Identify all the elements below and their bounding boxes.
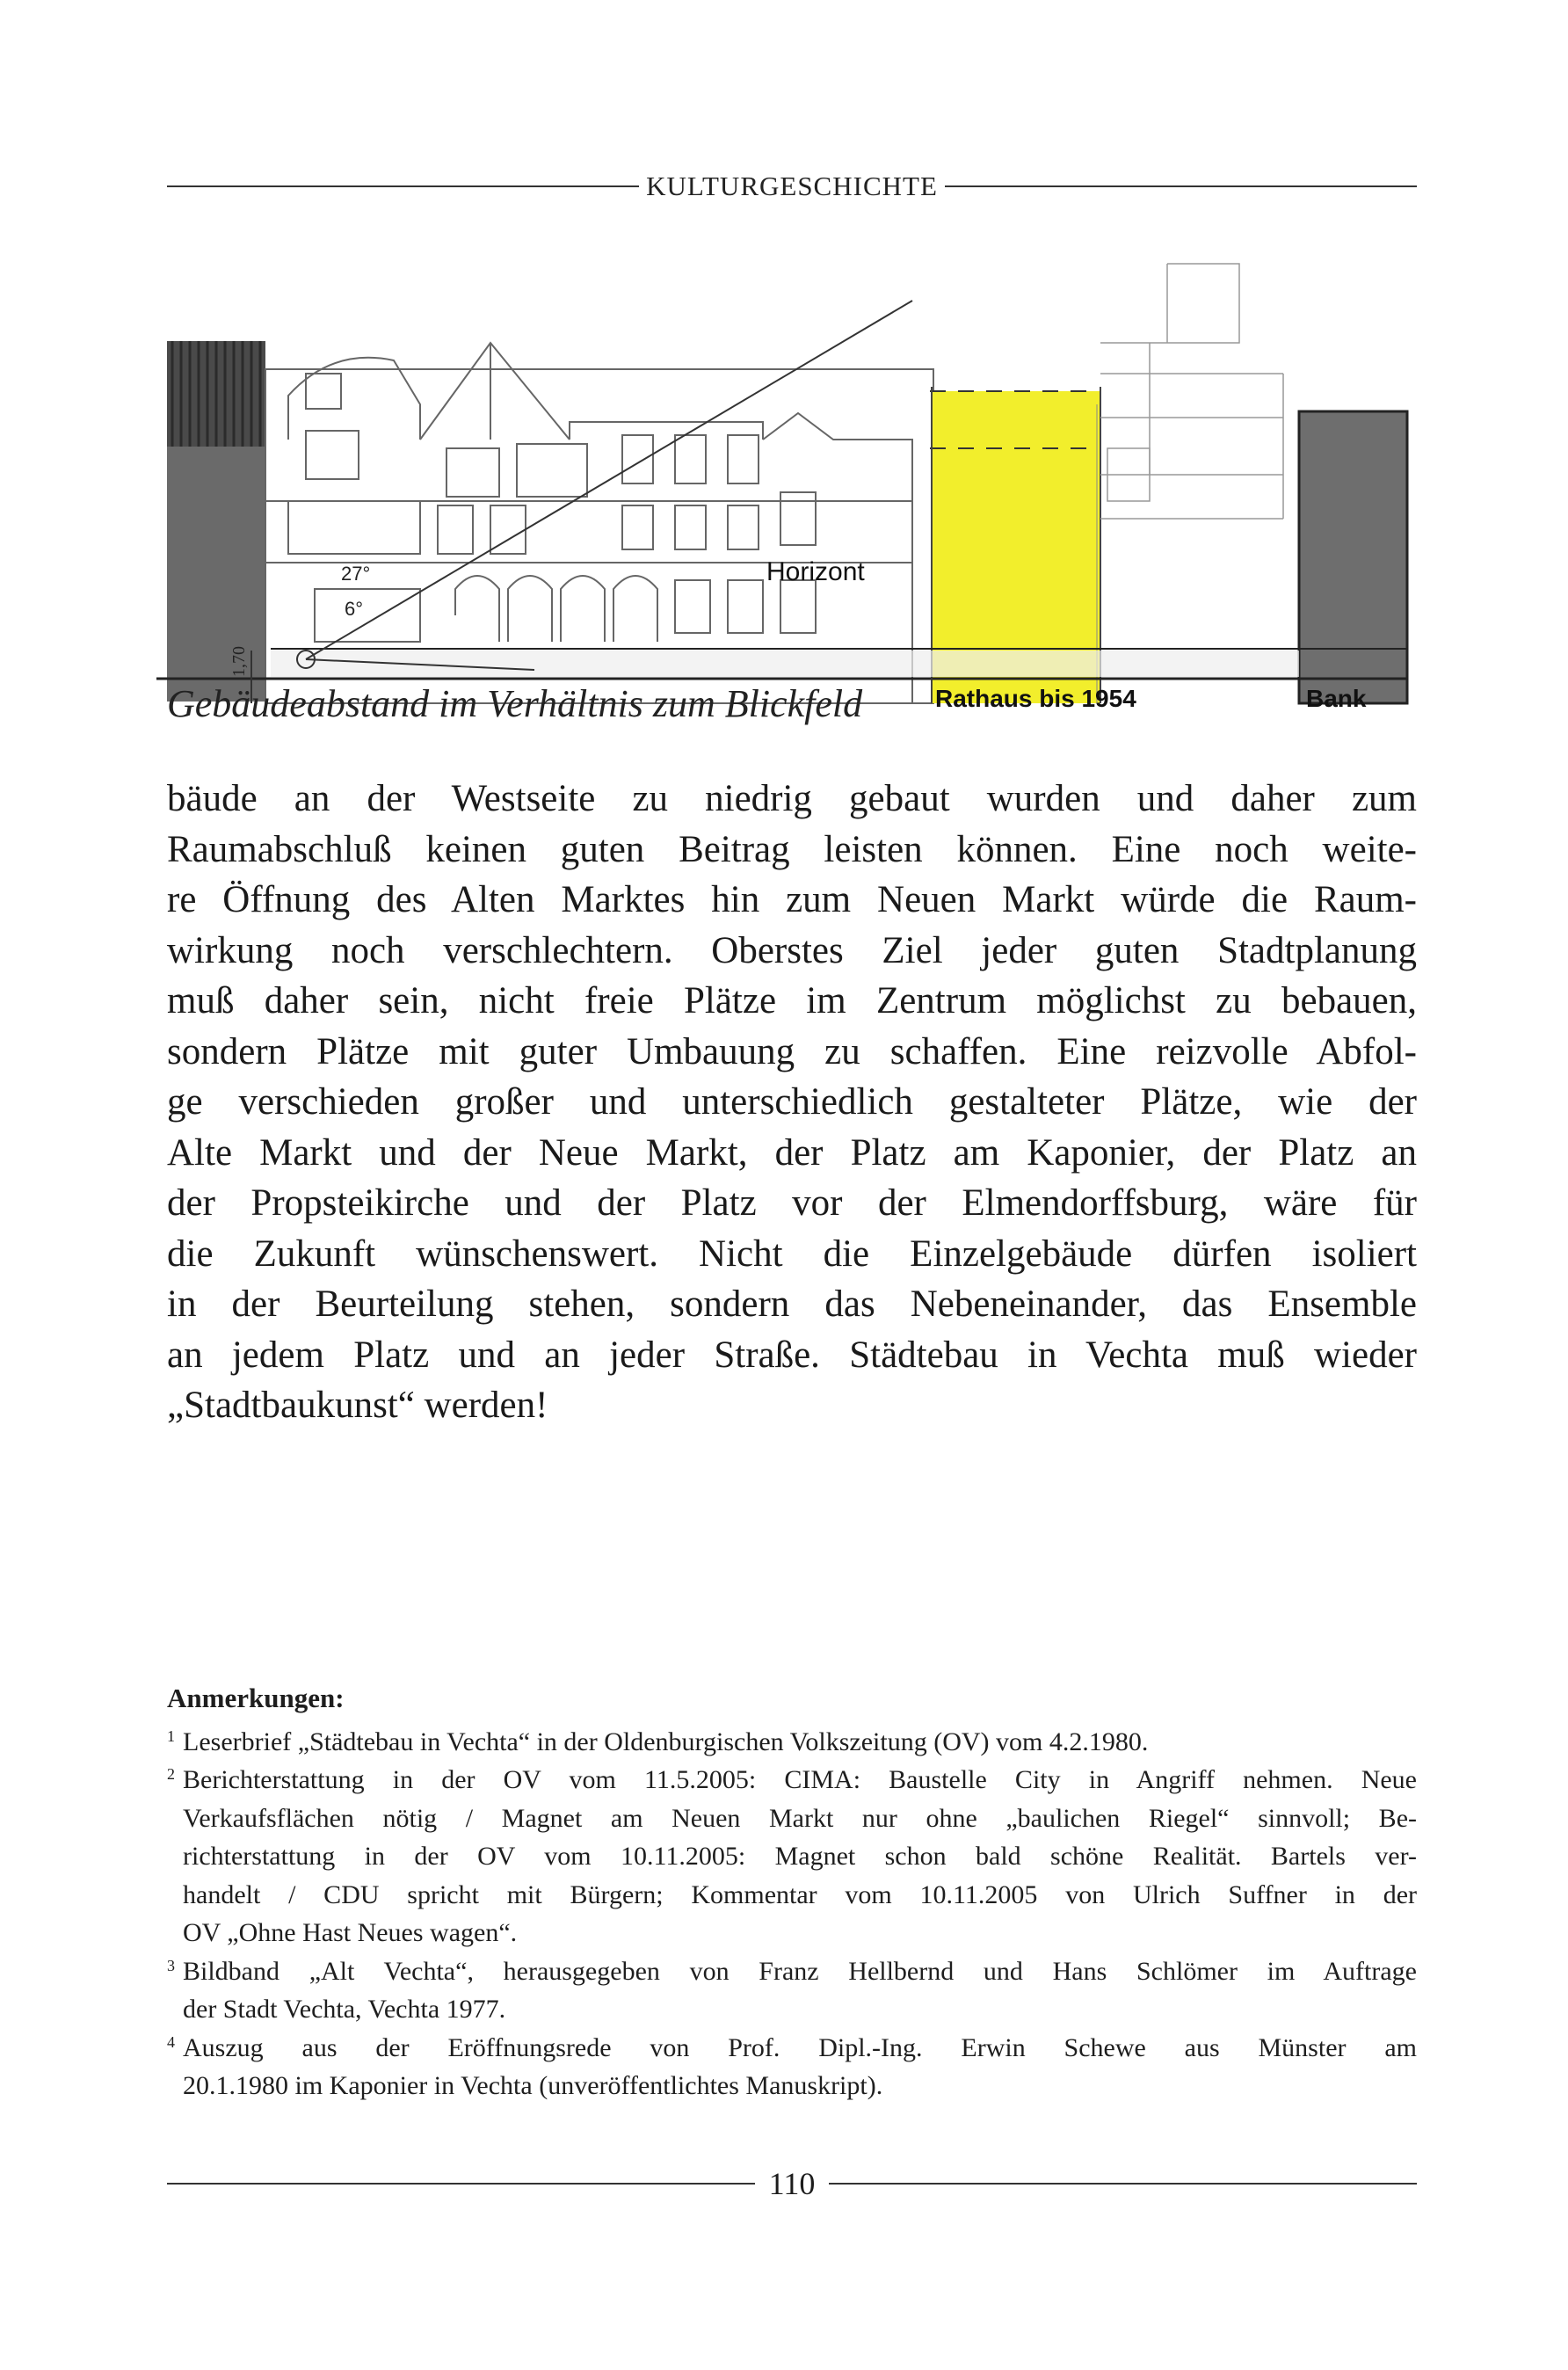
footnote-line: Leserbrief „Städtebau in Vechta“ in der Oldenburgischen Volkszeitung (OV) vom 4.2.1980. bbox=[183, 1727, 1149, 1756]
footnote-number: 2 bbox=[167, 1765, 175, 1783]
angle-upper-label: 27° bbox=[341, 563, 371, 585]
body-line: bäude an der Westseite zu niedrig gebaut wurden und daher zum bbox=[167, 778, 1417, 819]
footnote-line: 20.1.1980 im Kaponier in Vechta (unveröffentlichtes Manuskript). bbox=[183, 2071, 883, 2100]
angle-lower-label: 6° bbox=[345, 598, 364, 620]
section-title: KULTURGESCHICHTE bbox=[646, 171, 938, 201]
footer-rule-left bbox=[167, 2183, 755, 2185]
footnotes-heading: Anmerkungen: bbox=[167, 1683, 345, 1713]
horizont-label: Horizont bbox=[766, 557, 865, 586]
body-line: der Propsteikirche und der Platz vor der Elmendorffsburg, wäre für bbox=[167, 1182, 1417, 1224]
rathaus-label: Rathaus bis 1954 bbox=[935, 685, 1136, 712]
outline-building bbox=[1100, 264, 1283, 519]
figure-caption: Gebäudeabstand im Verhältnis zum Blickfeld bbox=[167, 682, 863, 725]
body-line: sondern Plätze mit guter Umbauung zu schaffen. Eine reizvolle Abfol- bbox=[167, 1030, 1417, 1072]
footnote-line: handelt / CDU spricht mit Bürgern; Kommentar vom 10.11.2005 von Ulrich Suffner in der bbox=[183, 1879, 1417, 1909]
footnote-line: OV „Ohne Hast Neues wagen“. bbox=[183, 1918, 518, 1947]
page-number: 110 bbox=[768, 2166, 816, 2201]
body-line: wirkung noch verschlechtern. Oberstes Ziel jeder guten Stadtplanung bbox=[167, 929, 1417, 971]
footnote-line: Bildband „Alt Vechta“, herausgegeben von Franz Hellbernd und Hans Schlömer im Auftrage bbox=[183, 1956, 1417, 1986]
body-line: die Zukunft wünschenswert. Nicht die Einzelgebäude dürfen isoliert bbox=[167, 1232, 1417, 1275]
footnote-3 bbox=[167, 1952, 1417, 2029]
body-line: „Stadtbaukunst“ werden! bbox=[167, 1385, 548, 1426]
body-line: muß daher sein, nicht freie Plätze im Zentrum möglichst zu bebauen, bbox=[167, 980, 1417, 1021]
footnotes bbox=[167, 1679, 1417, 2105]
body-line: ge verschieden großer und unterschiedlich gestalteter Plätze, wie der bbox=[167, 1081, 1417, 1123]
header-rule-right bbox=[945, 185, 1417, 187]
body-line: an jedem Platz und an jeder Straße. Städtebau in Vechta muß wieder bbox=[167, 1334, 1417, 1376]
body-line: in der Beurteilung stehen, sondern das Nebeneinander, das Ensemble bbox=[167, 1283, 1417, 1325]
footnote-line: Auszug aus der Eröffnungsrede von Prof. Dipl.-Ing. Erwin Schewe aus Münster am bbox=[183, 2032, 1417, 2062]
footnote-2 bbox=[167, 1761, 1417, 1952]
body-line: re Öffnung des Alten Marktes hin zum Neuen Markt würde die Raum- bbox=[167, 879, 1417, 920]
left-dark-building bbox=[167, 341, 265, 702]
running-header bbox=[167, 169, 1417, 204]
eye-height-label: 1,70 bbox=[229, 646, 249, 677]
footnote-line: Verkaufsflächen nötig / Magnet am Neuen Markt nur ohne „baulichen Riegel“ sinnvoll; Be- bbox=[183, 1803, 1417, 1833]
footnote-number: 3 bbox=[167, 1956, 175, 1974]
footnote-line: Berichterstattung in der OV vom 11.5.2005: CIMA: Baustelle City in Angriff nehmen. Neue bbox=[183, 1765, 1417, 1794]
body-paragraph bbox=[167, 774, 1417, 1431]
bank-building bbox=[1299, 411, 1407, 703]
body-line: Alte Markt und der Neue Markt, der Platz am Kaponier, der Platz an bbox=[167, 1131, 1417, 1174]
bank-label: Bank bbox=[1306, 685, 1367, 712]
header-rule-left bbox=[167, 185, 639, 187]
footnote-number: 1 bbox=[167, 1727, 175, 1745]
body-line: Raumabschluß keinen guten Beitrag leisten können. Eine noch weite- bbox=[167, 828, 1417, 870]
page-footer bbox=[167, 2164, 1417, 2203]
footnote-number: 4 bbox=[167, 2032, 175, 2051]
footnote-4 bbox=[167, 2029, 1417, 2105]
footer-rule-right bbox=[829, 2183, 1417, 2185]
footnote-1 bbox=[167, 1723, 1417, 1762]
sightlines bbox=[306, 301, 912, 670]
footnote-line: der Stadt Vechta, Vechta 1977. bbox=[183, 1995, 506, 2024]
footnote-line: richterstattung in der OV vom 10.11.2005: Magnet schon bald schöne Realität. Bartels ver- bbox=[183, 1842, 1417, 1871]
